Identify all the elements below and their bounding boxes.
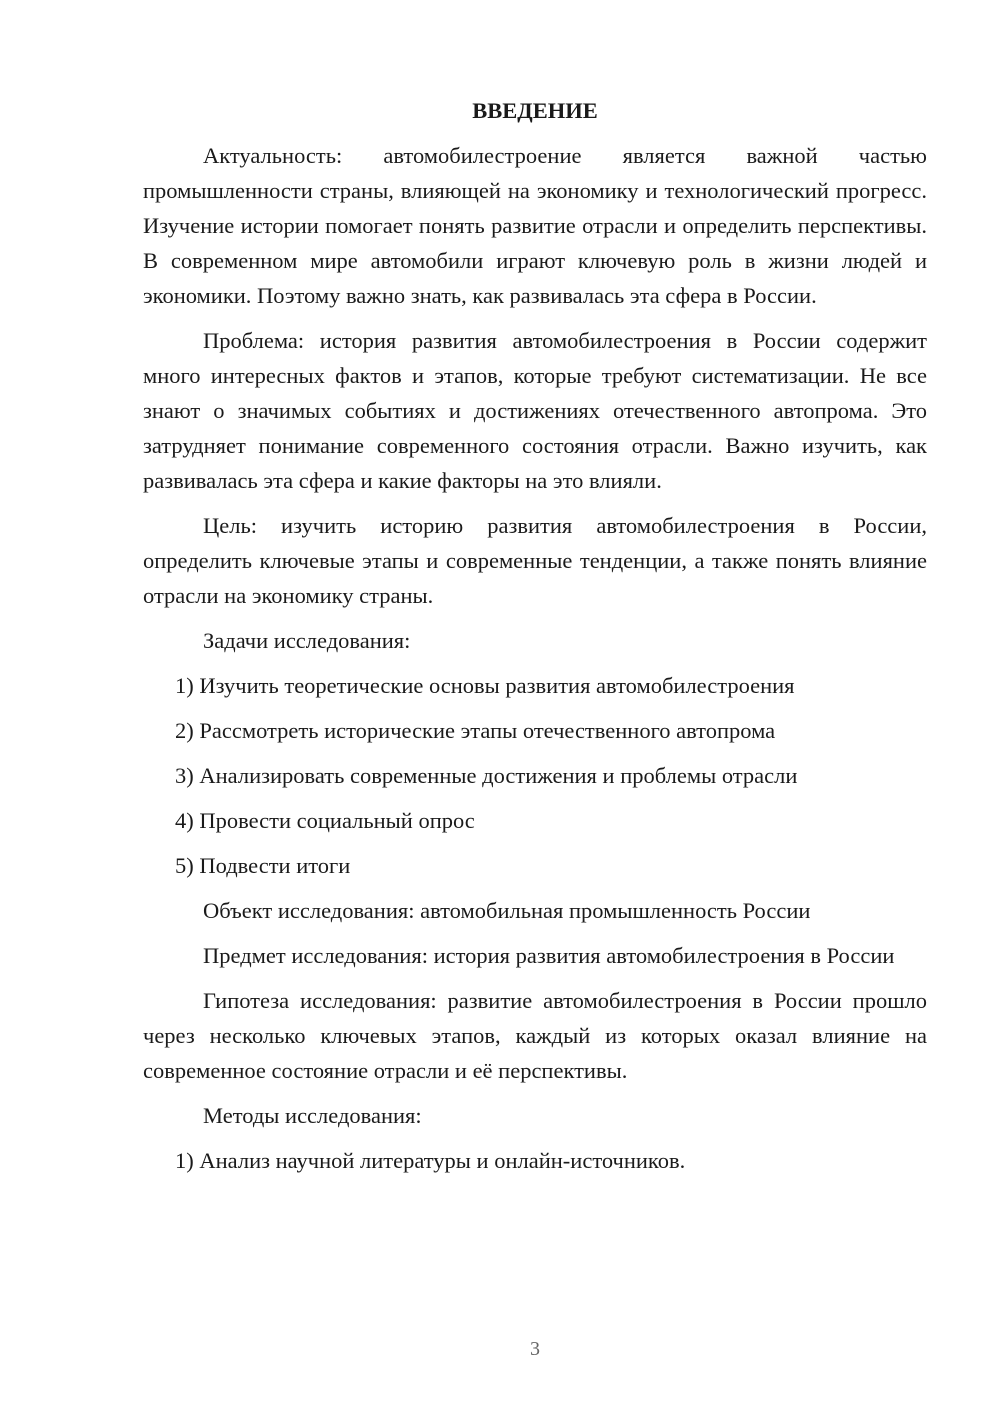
task-item-2: 2) Рассмотреть исторические этапы отечественного автопрома (175, 718, 776, 743)
page-title: ВВЕДЕНИЕ (472, 98, 598, 123)
task-item-4: 4) Провести социальный опрос (175, 808, 475, 833)
task-item-5: 5) Подвести итоги (175, 853, 351, 878)
methods-title: Методы исследования: (203, 1103, 422, 1128)
page-number: 3 (530, 1338, 540, 1360)
method-item-1: 1) Анализ научной литературы и онлайн-источников. (175, 1148, 686, 1173)
page-content (143, 93, 927, 1188)
task-item-3: 3) Анализировать современные достижения и проблемы отрасли (175, 763, 798, 788)
tasks-title: Задачи исследования: (203, 628, 411, 653)
goal-paragraph: Цель: изучить историю развития автомобилестроения в России, определить ключевые этапы и современные тенденции, а также понять влияние отрасли на экономику страны. (143, 513, 927, 608)
subject-paragraph: Предмет исследования: история развития автомобилестроения в России (203, 943, 895, 968)
hypothesis-paragraph: Гипотеза исследования: развитие автомобилестроения в России прошло через несколько ключевых этапов, каждый из которых оказал влияние на современное состояние отрасли и её перспективы. (143, 988, 927, 1083)
task-item-1: 1) Изучить теоретические основы развития автомобилестроения (175, 673, 795, 698)
problem-paragraph: Проблема: история развития автомобилестроения в России содержит много интересных фактов и этапов, которые требуют систематизации. Не все знают о значимых событиях и достижениях отечественного автопрома. Это затрудняет понимание современного состояния отрасли. Важно изучить, как развивалась эта сфера и какие факторы на это влияли. (143, 328, 927, 493)
object-line: Объект исследования: автомобильная промышленность России (203, 898, 811, 923)
relevance-paragraph: Актуальность: автомобилестроение является важной частью промышленности страны, влияющей на экономику и технологический прогресс. Изучение истории помогает понять развитие отрасли и определить перспективы. В современном мире автомобили играют ключевую роль в жизни людей и экономики. Поэтому важно знать, как развивалась эта сфера в России. (143, 143, 927, 308)
